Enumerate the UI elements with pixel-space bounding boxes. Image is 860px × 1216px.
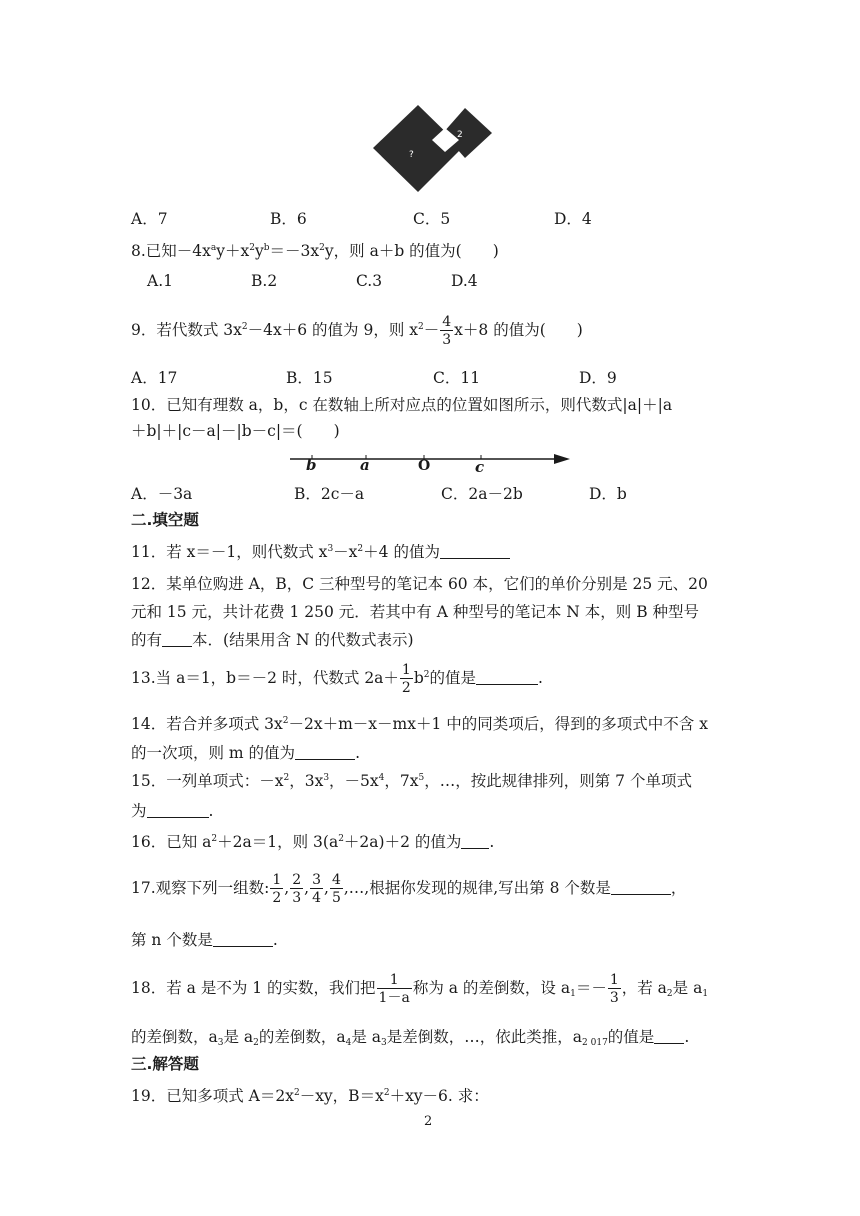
q9-option-b: B．15 bbox=[286, 369, 333, 387]
q13-fraction: $\frac{1}{2}$ bbox=[401, 662, 411, 696]
left-square-label: ? bbox=[409, 150, 414, 160]
q10-option-a: A．－3a bbox=[131, 485, 193, 503]
q9-fraction: $\frac{4}{3}$ bbox=[442, 314, 452, 348]
q18-fraction-1: $\frac{1}{1-a}$ bbox=[378, 972, 410, 1006]
q8-option-c: C.3 bbox=[356, 272, 383, 290]
q9-option-c: C．11 bbox=[433, 369, 481, 387]
label-a: a bbox=[360, 456, 370, 474]
q17-fraction-2: $\frac{2}{3}$ bbox=[292, 872, 302, 906]
q9-option-a: A．17 bbox=[131, 369, 178, 387]
q14-line2: 的一次项，则 m 的值为 . bbox=[131, 744, 360, 762]
q9-option-d: D．9 bbox=[579, 369, 617, 387]
q15-line1: 15．一列单项式：$-x^2$，$3x^3$，$-5x^4$，$7x^5$，…，按此规律排列，则第 7 个单项式 bbox=[131, 772, 692, 790]
q12-line1: 12．某单位购进 A，B，C 三种型号的笔记本 60 本，它们的单价分别是 25 元、20 bbox=[131, 575, 708, 593]
q18-line1: 18．若 a 是不为 1 的实数，我们把 $\frac{1}{1-a}$ 称为 a 的差倒数，设 $a_1=-$ $\frac{1}{3}$ ，若 $a_2$是 $a_1$ bbox=[131, 972, 709, 1006]
page-number: 2 bbox=[424, 1114, 433, 1129]
q8-option-b: B.2 bbox=[251, 272, 278, 290]
q17-fraction-1: $\frac{1}{2}$ bbox=[272, 872, 282, 906]
q17-fraction-4: $\frac{4}{5}$ bbox=[331, 872, 341, 906]
q7-option-a: A．7 bbox=[131, 210, 168, 228]
q14-line1: 14．若合并多项式 $3x^2-2x+m-x-mx+1$ 中的同类项后，得到的多项式中不含 x bbox=[131, 715, 708, 733]
q17-answer-blank-2 bbox=[213, 932, 273, 947]
q12-line3: 的有 本．(结果用含 N 的代数式表示) bbox=[131, 631, 414, 649]
q8-stem: 8.已知$-4x^ay+x^2y^b=-3x^2y$，则 a＋b 的值为( ) bbox=[131, 242, 499, 260]
q11-stem: 11．若 x＝－1，则代数式 $x^3-x^2+4$ 的值为 bbox=[131, 542, 510, 562]
q18-fraction-2: $\frac{1}{3}$ bbox=[609, 972, 619, 1006]
label-o: O bbox=[418, 458, 431, 474]
section-fill-in-heading: 二.填空题 bbox=[131, 511, 199, 529]
q10-stem-line1: 10．已知有理数 a，b，c 在数轴上所对应点的位置如图所示，则代数式|a|＋|a bbox=[131, 396, 673, 414]
q7-option-b: B．6 bbox=[270, 210, 307, 228]
section-solution-heading: 三.解答题 bbox=[131, 1055, 199, 1073]
q12-line2: 元和 15 元，共计花费 1 250 元．若其中有 A 种型号的笔记本 N 本，则 B 种型号 bbox=[131, 603, 700, 621]
q11-answer-blank bbox=[440, 544, 510, 559]
q8-option-d: D.4 bbox=[451, 272, 478, 290]
q16-answer-blank bbox=[461, 834, 489, 849]
q7-option-d: D．4 bbox=[554, 210, 592, 228]
squares-figure bbox=[365, 100, 500, 200]
number-line-arrow bbox=[554, 454, 570, 464]
label-b: b bbox=[306, 456, 317, 474]
q15-line2: 为 . bbox=[131, 802, 214, 820]
q16-stem: 16．已知 $a^2+2a=1$，则 $3(a^2+2a)+2$ 的值为 . bbox=[131, 833, 495, 851]
q10-stem-line2: ＋b|＋|c－a|－|b－c|＝( ) bbox=[131, 422, 340, 440]
q17-line1: 17.观察下列一组数: $\frac{1}{2}$ , $\frac{2}{3}$ , $\frac{3}{4}$ , $\frac{4}{5}$ ,…,根据你发现的规律,写出第 8 个数是 ， bbox=[131, 872, 687, 906]
label-c: c bbox=[475, 458, 485, 476]
q14-answer-blank bbox=[295, 745, 355, 760]
q13-answer-blank bbox=[476, 670, 538, 685]
q19-stem: 19．已知多项式 $A=2x^2-xy$，$B=x^2+xy-6$. 求： bbox=[131, 1087, 489, 1105]
q17-fraction-3: $\frac{3}{4}$ bbox=[312, 872, 322, 906]
q18-line2: 的差倒数，$a_3$是 $a_2$的差倒数，$a_4$是 $a_3$是差倒数，…，依此类推，$a_{2 017}$的值是 . bbox=[131, 1028, 690, 1048]
q13-stem: 13.当 a＝1，b＝－2 时，代数式 2a＋ $\frac{1}{2}$ $b^2$的值是 . bbox=[131, 662, 543, 696]
q12-answer-blank bbox=[162, 632, 192, 647]
right-square-label: 2 bbox=[457, 130, 463, 140]
q17-line2: 第 n 个数是 . bbox=[131, 931, 278, 949]
q10-option-b: B．2c－a bbox=[294, 485, 365, 503]
q10-option-c: C．2a－2b bbox=[441, 485, 523, 503]
q17-answer-blank-1 bbox=[611, 880, 671, 895]
q8-option-a: A.1 bbox=[147, 272, 173, 290]
q9-stem: 9．若代数式 $3x^2-4x+6$ 的值为 9，则 $x^2-$ $\frac{4}{3}$ x＋8 的值为( ) bbox=[131, 314, 583, 348]
q10-option-d: D．b bbox=[589, 485, 627, 503]
q7-option-c: C．5 bbox=[413, 210, 451, 228]
q15-answer-blank bbox=[147, 803, 209, 818]
number-line bbox=[288, 447, 573, 477]
q18-answer-blank bbox=[654, 1029, 684, 1044]
